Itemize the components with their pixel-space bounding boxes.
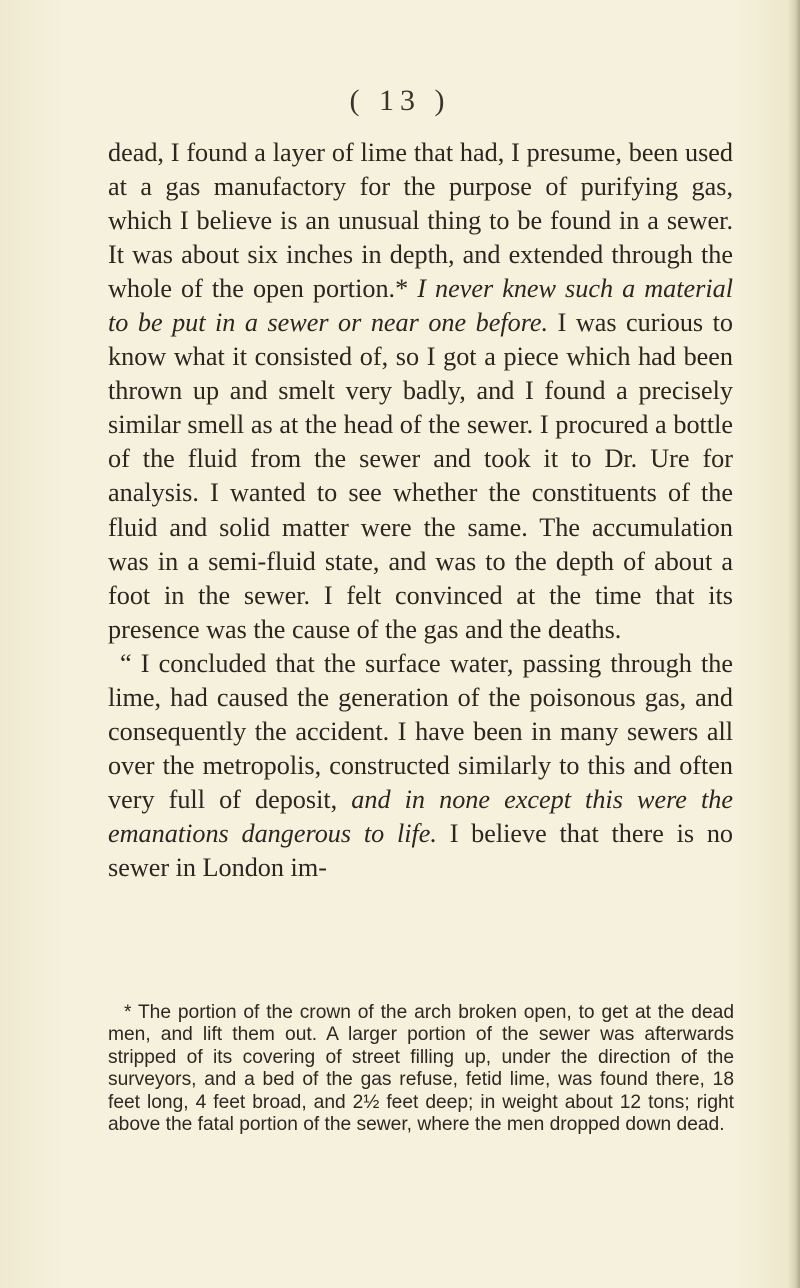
page-edge-shadow [788,0,800,1288]
paragraph-1 [108,136,733,647]
main-text [108,136,733,885]
footnote [108,1002,734,1136]
paragraph-1-text-a: dead, I found a layer of lime that had, I presume, been used at a gas manufactory for the purpose of purifying gas, which I believe is an unusual thing to be found in a sewer. It was about six inches in depth, and extended through the whole of the open portion.* [108,138,733,304]
paragraph-2-italic: and in none except this were the emanations dangerous to life. [108,784,734,848]
page-number: ( 13 ) [349,84,451,117]
paragraph-1-italic: I never knew such a material to be put in a sewer or near one before. [108,274,733,338]
paragraph-2-text-a: “ I concluded that the surface water, passing through the lime, had caused the generation of the poisonous gas, and consequently the accident. I have been in many sewers all over the metropolis, constructed similarly to this and often very full of deposit, [108,648,733,814]
footnote-text: * The portion of the crown of the arch broken open, to get at the dead men, and lift them out. A larger portion of the sewer was afterwards stripped of its covering of street filling up, under the direction of the surveyors, and a bed of the gas refuse, fetid lime, was found there, 18 feet long, 4 feet broad, and 2½ feet deep; in weight about 12 tons; right above the fatal portion of the sewer, where the men dropped down dead. [108,1002,734,1136]
paragraph-1-text-b: I was curious to know what it consisted of, so I got a piece which had been thrown up and smelt very badly, and I found a precisely similar smell as at the head of the sewer. I procured a bottle of the fluid from the sewer and took it to Dr. Ure for analysis. I wanted to see whether the constituents of the fluid and solid matter were the same. The accumulation was in a semi-fluid state, and was to the depth of about a foot in the sewer. I felt convinced at the time that its presence was the cause of the gas and the deaths. [108,308,733,644]
paragraph-2 [108,647,733,885]
paragraph-2-text-b: I believe that there is no sewer in London im- [108,818,734,882]
